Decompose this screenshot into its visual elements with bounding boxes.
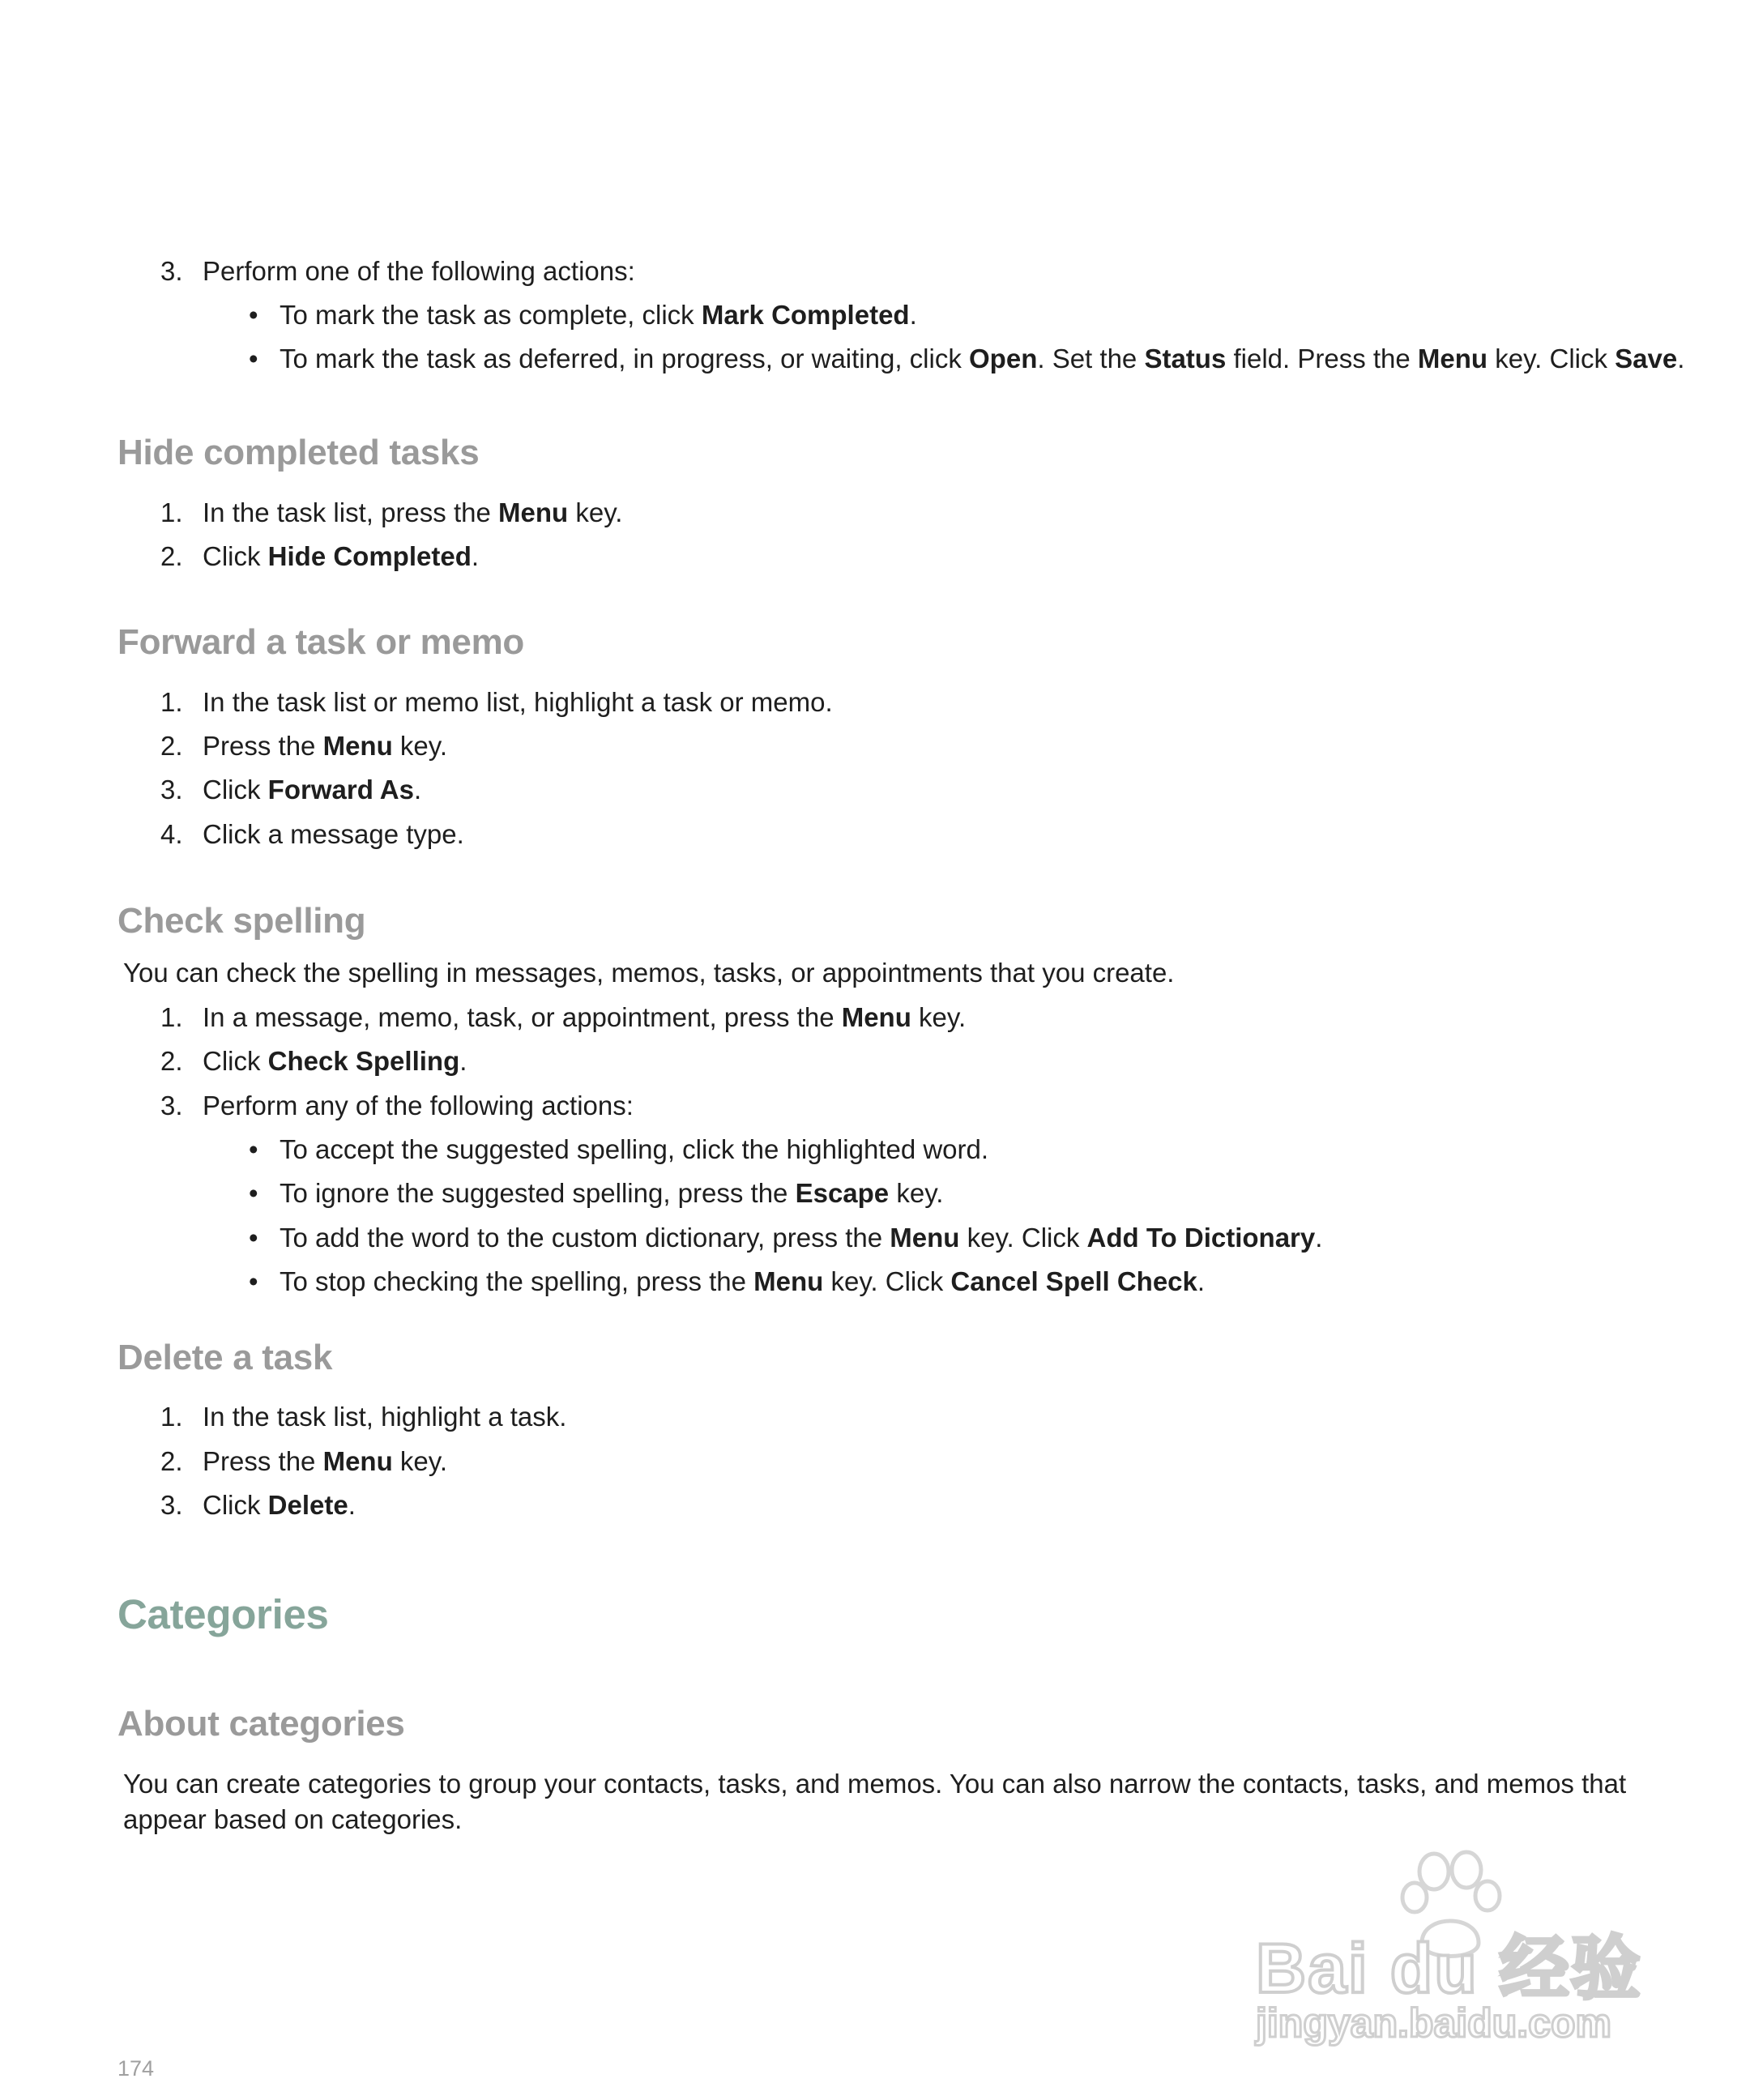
step-text: In the task list, highlight a task. (203, 1402, 567, 1432)
step-number: 2. (160, 1446, 183, 1476)
page-number: 174 (117, 2056, 155, 2081)
step-number: 1. (160, 1402, 183, 1432)
section-body: You can create categories to group your contacts, tasks, and memos. You can also narrow the contacts, tasks, and memos that appear based on categories. (123, 1769, 1627, 1834)
step-number: 1. (160, 1002, 183, 1032)
bullet-glyph: • (249, 1223, 258, 1253)
step-text: Perform any of the following actions: (203, 1091, 634, 1120)
bullet-text: To add the word to the custom dictionary, press the Menu key. Click Add To Dictionary. (280, 1223, 1323, 1253)
section-heading-forward: Forward a task or memo (117, 622, 524, 662)
bullet-text: To mark the task as complete, click Mark Completed. (280, 300, 917, 330)
bullet-glyph: • (249, 1266, 258, 1296)
step-text: In the task list, press the Menu key. (203, 497, 623, 527)
watermark-url: jingyan.baidu.com (1256, 2000, 1611, 2046)
step-text: Click Hide Completed. (203, 541, 480, 571)
step-text: Press the Menu key. (203, 731, 447, 761)
step-number: 3. (160, 1490, 183, 1520)
step-text: Perform one of the following actions: (203, 256, 635, 286)
step-number: 2. (160, 541, 183, 571)
bullet-glyph: • (249, 300, 258, 330)
step-number: 1. (160, 687, 183, 717)
bullet-glyph: • (249, 1178, 258, 1208)
step-text: Click Forward As. (203, 775, 422, 805)
section-heading-check-spelling: Check spelling (117, 901, 366, 941)
bullet-text: To ignore the suggested spelling, press the Escape key. (280, 1178, 944, 1208)
step-number: 1. (160, 497, 183, 527)
step-number: 3. (160, 1091, 183, 1120)
section-heading-about-categories: About categories (117, 1704, 405, 1744)
baidu-jingyan-watermark (1248, 1847, 1669, 2058)
step-number: 3. (160, 256, 183, 286)
section-heading-hide-completed: Hide completed tasks (117, 433, 480, 472)
step-number: 2. (160, 1046, 183, 1076)
step-text: Press the Menu key. (203, 1446, 447, 1476)
bullet-glyph: • (249, 344, 258, 373)
bullet-text: To stop checking the spelling, press the Menu key. Click Cancel Spell Check. (280, 1266, 1206, 1296)
watermark-brand: Bai du 经验 (1256, 1930, 1642, 2008)
section-intro: You can check the spelling in messages, memos, tasks, or appointments that you create. (123, 958, 1175, 988)
chapter-title-categories: Categories (117, 1591, 329, 1637)
step-text: In the task list or memo list, highlight a task or memo. (203, 687, 833, 717)
step-text: Click a message type. (203, 819, 464, 849)
step-text: In a message, memo, task, or appointment, press the Menu key. (203, 1002, 967, 1032)
bullet-text: To mark the task as deferred, in progress, or waiting, click Open. Set the Status field. Press the Menu key. Click Save. (280, 344, 1685, 373)
section-heading-delete-task: Delete a task (117, 1338, 333, 1377)
step-text: Click Check Spelling. (203, 1046, 467, 1076)
bullet-glyph: • (249, 1134, 258, 1164)
bullet-text: To accept the suggested spelling, click the highlighted word. (280, 1134, 989, 1164)
step-text: Click Delete. (203, 1490, 356, 1520)
step-number: 3. (160, 775, 183, 805)
step-number: 2. (160, 731, 183, 761)
step-number: 4. (160, 819, 183, 849)
